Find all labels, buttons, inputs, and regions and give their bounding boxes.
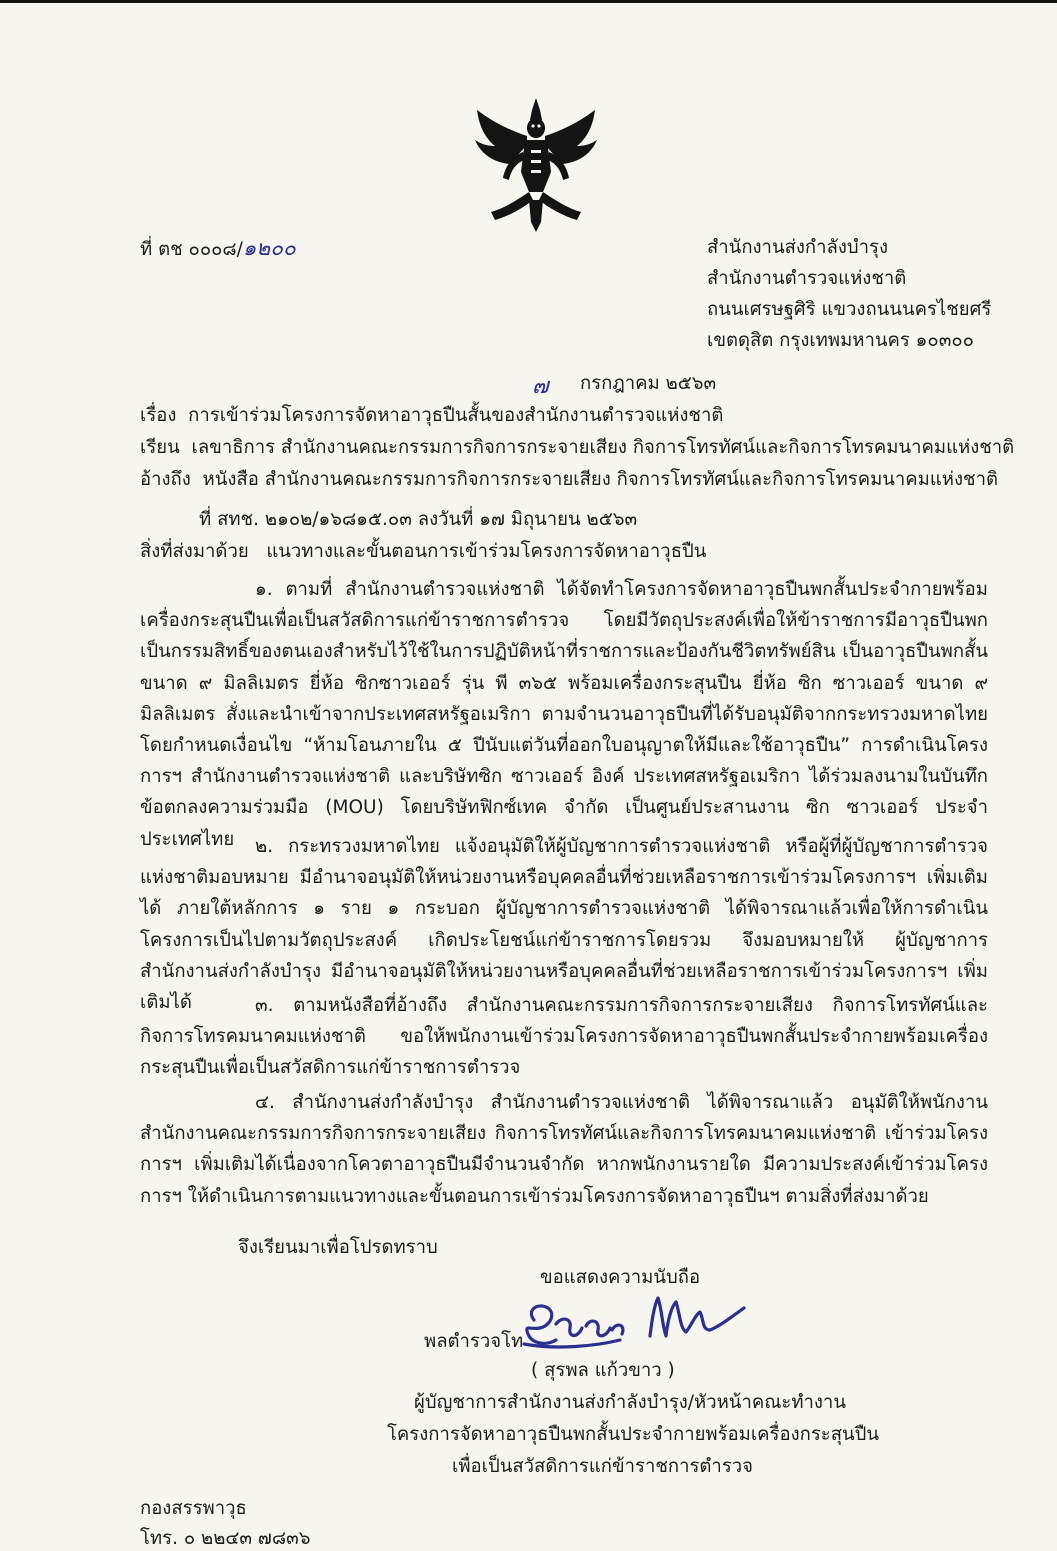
enclosure-text: แนวทางและขั้นตอนการเข้าร่วมโครงการจัดหาอาวุธปืน <box>266 541 707 562</box>
footer-division: กองสรรพาวุธ <box>140 1498 247 1519</box>
date-month-year: กรกฎาคม ๒๕๖๓ <box>580 373 717 394</box>
signer-name: ( สุรพล แก้วขาว ) <box>531 1360 675 1381</box>
address-line-2: สำนักงานตำรวจแห่งชาติ <box>707 268 907 289</box>
address-line-4: เขตดุสิต กรุงเทพมหานคร ๑๐๓๐๐ <box>707 330 974 351</box>
enclosure-label: สิ่งที่ส่งมาด้วย <box>140 541 249 562</box>
closing-salutation: ขอแสดงความนับถือ <box>540 1267 701 1288</box>
signer-position-line-2: โครงการจัดหาอาวุธปืนพกสั้นประจำกายพร้อมเครื่องกระสุนปืน <box>387 1424 880 1445</box>
garuda-emblem-icon <box>469 96 603 236</box>
subject-label: เรื่อง <box>140 405 177 426</box>
address-line-1: สำนักงานส่งกำลังบำรุง <box>707 237 888 258</box>
closing-request: จึงเรียนมาเพื่อโปรดทราบ <box>238 1237 438 1258</box>
document-number-prefix: ที่ ตช ๐๐๐๘/ <box>140 239 243 260</box>
signer-rank: พลตำรวจโท <box>424 1331 524 1352</box>
scan-top-edge <box>0 0 1057 3</box>
document-number-handwritten: ๑๒๐๐ <box>242 236 296 260</box>
subject-text: การเข้าร่วมโครงการจัดหาอาวุธปืนสั้นของสำนักงานตำรวจแห่งชาติ <box>188 405 724 426</box>
addressee-text: เลขาธิการ สำนักงานคณะกรรมการกิจการกระจายเสียง กิจการโทรทัศน์และกิจการโทรคมนาคมแห่งชาติ <box>191 437 1015 458</box>
handwritten-signature <box>516 1284 756 1364</box>
addressee-line <box>140 436 1014 460</box>
enclosure-line <box>140 540 706 564</box>
address-line-3: ถนนเศรษฐศิริ แขวงถนนนครไชยศรี <box>707 299 992 320</box>
paragraph-3: ๓. ตามหนังสือที่อ้างถึง สำนักงานคณะกรรมการกิจการกระจายเสียง กิจการโทรทัศน์และกิจการโทรคมนาคมแห่งชาติ ขอให้พนักงานเข้าร่วมโครงการจัดหาอาวุธปืนพกสั้นประจำกายพร้อมเครื่องกระสุนปืนเพื่อเป็นสวัสดิการแก่ข้าราชการตำรวจ <box>140 995 988 1079</box>
subject-line <box>140 404 723 428</box>
reference-line <box>140 468 998 492</box>
signer-position-line-3: เพื่อเป็นสวัสดิการแก่ข้าราชการตำรวจ <box>452 1456 753 1477</box>
addressee-label: เรียน <box>140 437 180 458</box>
date-day-handwritten: ๗ <box>532 374 549 399</box>
reference-label: อ้างถึง <box>140 469 191 490</box>
paragraph-4: ๔. สำนักงานส่งกำลังบำรุง สำนักงานตำรวจแห่งชาติ ได้พิจารณาแล้ว อนุมัติให้พนักงาน สำนักงานคณะกรรมการกิจการกระจายเสียง กิจการโทรทัศน์และกิจการโทรคมนาคมแห่งชาติ เข้าร่วมโครงการฯ เพิ่มเติมได้เนื่องจากโควตาอาวุธปืนมีจำนวนจำกัด หากพนักงานรายใด มีความประสงค์เข้าร่วมโครงการฯ ให้ดำเนินการตามแนวทางและขั้นตอนการเข้าร่วมโครงการจัดหาอาวุธปืนฯ ตามสิ่งที่ส่งมาด้วย <box>140 1092 988 1207</box>
signer-position-line-1: ผู้บัญชาการสำนักงานส่งกำลังบำรุง/หัวหน้าคณะทำงาน <box>414 1392 846 1413</box>
footer-phone: โทร. ๐ ๒๒๔๓ ๗๘๓๖ <box>140 1528 311 1549</box>
paragraph-2: ๒. กระทรวงมหาดไทย แจ้งอนุมัติให้ผู้บัญชาการตำรวจแห่งชาติ หรือผู้ที่ผู้บัญชาการตำรวจแห่งชาติมอบหมาย มีอำนาจอนุมัติให้หน่วยงานหรือบุคคลอื่นที่ช่วยเหลือราชการเข้าร่วมโครงการฯ เพิ่มเติมได้ ภายใต้หลักการ ๑ ราย ๑ กระบอก ผู้บัญชาการตำรวจแห่งชาติ ได้พิจารณาแล้วเพื่อให้การดำเนินโครงการเป็นไปตามวัตถุประสงค์ เกิดประโยชน์แก่ข้าราชการโดยรวม จึงมอบหมายให้ ผู้บัญชาการสำนักงานส่งกำลังบำรุง มีอำนาจอนุมัติให้หน่วยงานหรือบุคคลอื่นที่ช่วยเหลือราชการเข้าร่วมโครงการฯ เพิ่มเติมได้ <box>140 836 988 1014</box>
reference-text: หนังสือ สำนักงานคณะกรรมการกิจการกระจายเสียง กิจการโทรทัศน์และกิจการโทรคมนาคมแห่งชาติ <box>202 469 998 490</box>
paragraph-1: ๑. ตามที่ สำนักงานตำรวจแห่งชาติ ได้จัดทำโครงการจัดหาอาวุธปืนพกสั้นประจำกายพร้อมเครื่องกระสุนปืนเพื่อเป็นสวัสดิการแก่ข้าราชการตำรวจ โดยมีวัตถุประสงค์เพื่อให้ข้าราชการมีอาวุธปืนพกเป็นกรรมสิทธิ์ของตนเองสำหรับไว้ใช้ในการปฏิบัติหน้าที่ราชการและป้องกันชีวิตทรัพย์สิน เป็นอาวุธปืนพกสั้น ขนาด ๙ มิลลิเมตร ยี่ห้อ ซิกซาวเออร์ รุ่น พี ๓๖๕ พร้อมเครื่องกระสุนปืน ยี่ห้อ ซิก ซาวเออร์ ขนาด ๙ มิลลิเมตร สั่งและนำเข้าจากประเทศสหรัฐอเมริกา ตามจำนวนอาวุธปืนที่ได้รับอนุมัติจากกระทรวงมหาดไทย โดยกำหนดเงื่อนไข “ห้ามโอนภายใน ๕ ปีนับแต่วันที่ออกใบอนุญาตให้มีและใช้อาวุธปืน” การดำเนินโครงการฯ สำนักงานตำรวจแห่งชาติ และบริษัทซิก ซาวเออร์ อิงค์ ประเทศสหรัฐอเมริกา ได้ร่วมลงนามในบันทึกข้อตกลงความร่วมมือ (MOU) โดยบริษัทฟิกซ์เทค จำกัด เป็นศูนย์ประสานงาน ซิก ซาวเออร์ ประจำประเทศไทย <box>140 579 988 850</box>
document-number <box>140 236 296 262</box>
reference-line-2: ที่ สทช. ๒๑๐๒/๑๖๘๑๕.๐๓ ลงวันที่ ๑๗ มิถุนายน ๒๕๖๓ <box>199 509 638 530</box>
